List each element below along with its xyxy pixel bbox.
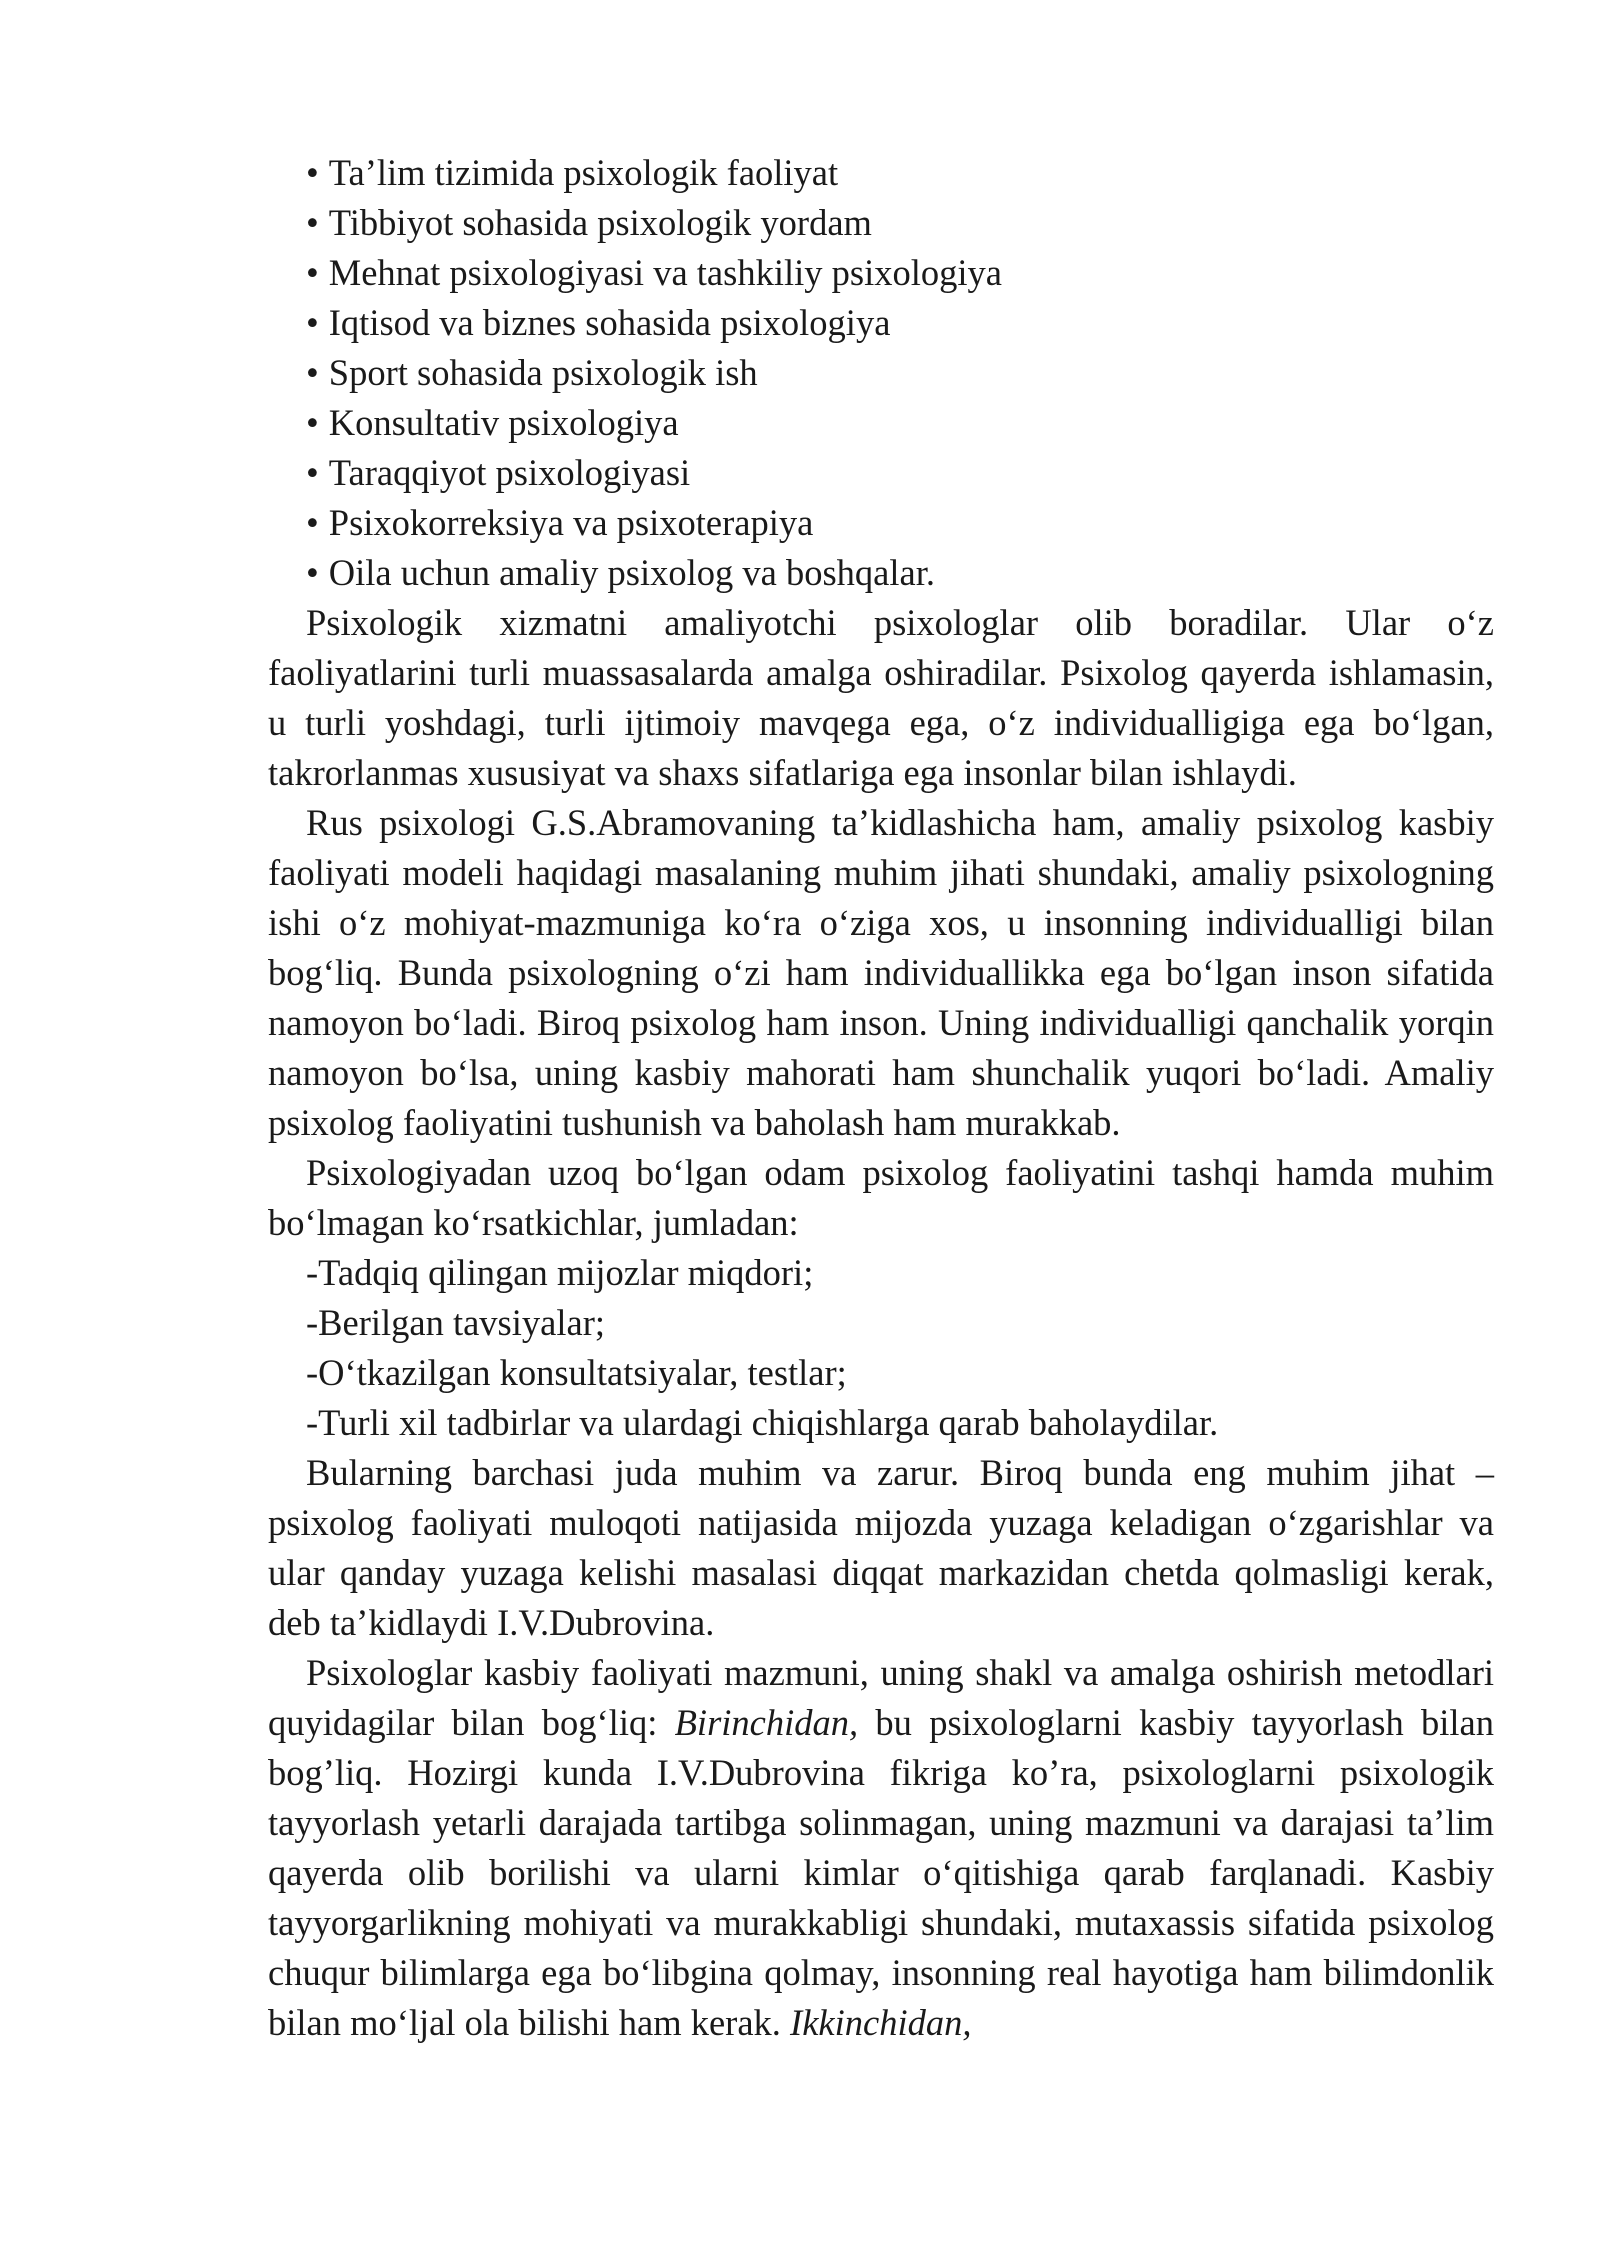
dash-item: -Berilgan tavsiyalar; — [306, 1302, 605, 1343]
list-item — [268, 248, 1494, 298]
paragraph-professional-activity — [268, 1648, 1494, 2048]
dash-item: -Turli xil tadbirlar va ulardagi chiqishlarga qarab baholaydilar. — [306, 1402, 1219, 1443]
list-item — [268, 498, 1494, 548]
list-item — [268, 348, 1494, 398]
bullet-marker: • — [306, 302, 319, 343]
bullet-marker: • — [306, 402, 319, 443]
bullet-marker: • — [306, 452, 319, 493]
list-item — [268, 148, 1494, 198]
list-item-text: Taraqqiyot psixologiyasi — [328, 452, 691, 493]
paragraph-text: bu psixologlarni kasbiy tayyorlash bilan bog’liq. Hozirgi kunda I.V.Dubrovina fikriga ko’ra, psixologlarni psixologik tayyorlash yetarli darajada tartibga solinmagan, uning mazmuni va darajasi ta’lim qayerda olib borilishi va ularni kimlar o‘qitishiga qarab farqlanadi. Kasbiy tayyorgarlikning mohiyati va murakkabligi shundaki, mutaxassis sifatida psixolog chuqur bilimlarga ega bo‘libgina qolmay, insonning real hayotiga ham bilimdonlik bilan mo‘ljal ola bilishi ham kerak. — [268, 1702, 1494, 2043]
list-item-text: Oila uchun amaliy psixolog va boshqalar. — [328, 552, 935, 593]
bullet-marker: • — [306, 152, 319, 193]
list-item — [268, 398, 1494, 448]
list-item-text: Sport sohasida psixologik ish — [328, 352, 758, 393]
list-item-text: Konsultativ psixologiya — [328, 402, 679, 443]
emphasis-firstly: Birinchidan, — [674, 1702, 859, 1743]
list-item — [268, 548, 1494, 598]
list-item-text: Tibbiyot sohasida psixologik yordam — [328, 202, 872, 243]
list-item — [268, 298, 1494, 348]
bullet-list — [268, 148, 1494, 598]
paragraph-practitioners: Psixologik xizmatni amaliyotchi psixologlar olib boradilar. Ular o‘z faoliyatlarini turli muassasalarda amalga oshiradilar. Psixolog qayerda ishlamasin, u turli yoshdagi, turli ijtimoiy mavqega ega, o‘z individualligiga ega bo‘lgan, takrorlanmas xususiyat va shaxs sifatlariga ega insonlar bilan ishlaydi. — [268, 602, 1494, 793]
document-page — [268, 148, 1494, 2048]
list-item-text: Psixokorreksiya va psixoterapiya — [328, 502, 814, 543]
paragraph-text: Psixologlar kasbiy faoliyati mazmuni, uning shakl va amalga oshirish metodlari quyidagilar bilan bog‘liq: — [268, 1652, 1494, 1743]
list-item — [268, 448, 1494, 498]
list-item-text: Ta’lim tizimida psixologik faoliyat — [328, 152, 839, 193]
paragraph-outside-view: Psixologiyadan uzoq bo‘lgan odam psixolog faoliyatini tashqi hamda muhim bo‘lmagan ko‘rsatkichlar, jumladan: — [268, 1152, 1494, 1243]
list-item-text: Iqtisod va biznes sohasida psixologiya — [328, 302, 891, 343]
bullet-marker: • — [306, 502, 319, 543]
paragraph-dubrovina: Bularning barchasi juda muhim va zarur. Biroq bunda eng muhim jihat – psixolog faoliyati muloqoti natijasida mijozda yuzaga keladigan o‘zgarishlar va ular qanday yuzaga kelishi masalasi diqqat markazidan chetda qolmasligi kerak, deb ta’kidlaydi I.V.Dubrovina. — [268, 1452, 1494, 1643]
bullet-marker: • — [306, 552, 319, 593]
bullet-marker: • — [306, 352, 319, 393]
list-item — [268, 198, 1494, 248]
dash-item: -Tadqiq qilingan mijozlar miqdori; — [306, 1252, 814, 1293]
emphasis-secondly: Ikkinchidan, — [790, 2002, 972, 2043]
dash-item: -O‘tkazilgan konsultatsiyalar, testlar; — [306, 1352, 847, 1393]
bullet-marker: • — [306, 252, 319, 293]
bullet-marker: • — [306, 202, 319, 243]
list-item-text: Mehnat psixologiyasi va tashkiliy psixologiya — [328, 252, 1002, 293]
paragraph-abramova: Rus psixologi G.S.Abramovaning ta’kidlashicha ham, amaliy psixolog kasbiy faoliyati modeli haqidagi masalaning muhim jihati shundaki, amaliy psixologning ishi o‘z mohiyat-mazmuniga ko‘ra o‘ziga xos, u insonning individualligi bilan bog‘liq. Bunda psixologning o‘zi ham individuallikka ega bo‘lgan inson sifatida namoyon bo‘ladi. Biroq psixolog ham inson. Uning individualligi qanchalik yorqin namoyon bo‘lsa, uning kasbiy mahorati ham shunchalik yuqori bo‘ladi. Amaliy psixolog faoliyatini tushunish va baholash ham murakkab. — [268, 802, 1494, 1143]
